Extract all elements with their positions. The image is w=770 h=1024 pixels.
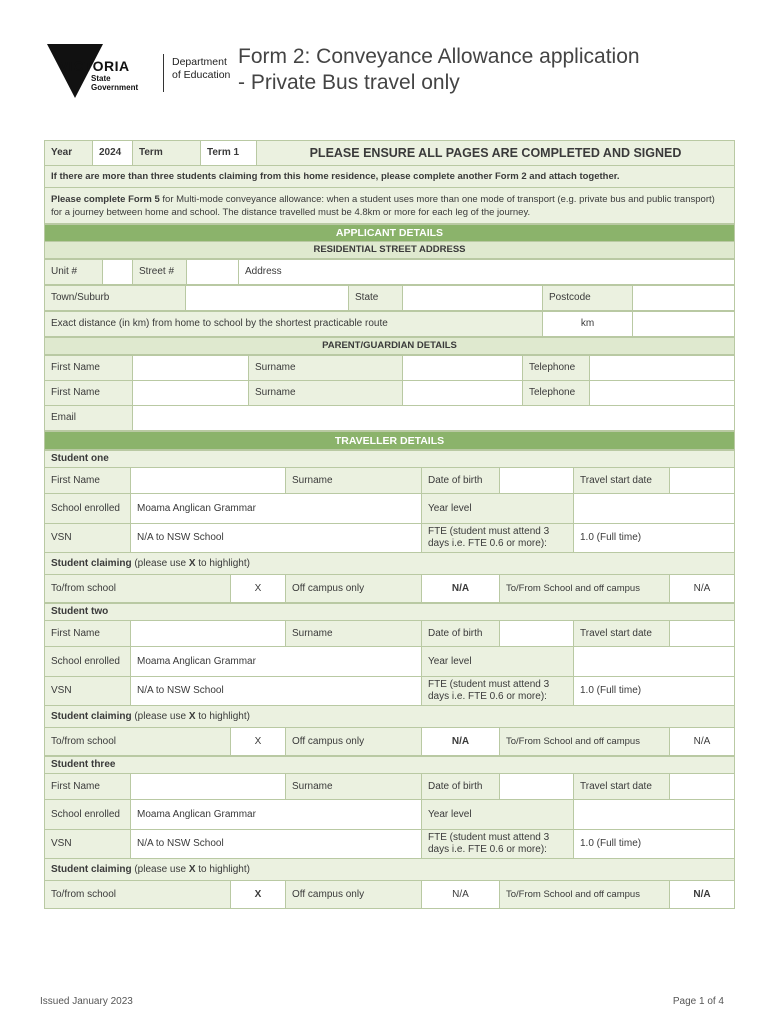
traveller-details-bar: TRAVELLER DETAILS — [45, 432, 735, 450]
student-dob-field[interactable] — [500, 774, 574, 800]
student-travel-start-label: Travel start date — [574, 774, 670, 800]
student-first-name-label: First Name — [45, 774, 131, 800]
student-surname-label: Surname — [286, 774, 422, 800]
parent2-first-name-field[interactable] — [133, 381, 249, 406]
student-surname-label: Surname — [286, 621, 422, 647]
applicant-details-table — [44, 224, 735, 259]
postcode-label: Postcode — [543, 286, 633, 311]
student-first-name-label: First Name — [45, 468, 131, 494]
parent1-surname-field[interactable] — [403, 356, 523, 381]
student-school-field[interactable]: Moama Anglican Grammar — [131, 647, 422, 677]
to-from-school-mark[interactable]: X — [231, 728, 286, 756]
student-fte-label: FTE (student must attend 3 days i.e. FTE 0.6 or more): — [422, 677, 574, 706]
student-vsn-field[interactable]: N/A to NSW School — [131, 677, 422, 706]
student-year-level-field[interactable] — [574, 494, 735, 524]
parent1-telephone-label: Telephone — [523, 356, 590, 381]
student-dob-label: Date of birth — [422, 774, 500, 800]
parent2-telephone-label: Telephone — [523, 381, 590, 406]
student-school-field[interactable]: Moama Anglican Grammar — [131, 494, 422, 524]
year-field[interactable]: 2024 — [93, 141, 133, 166]
address-table — [44, 259, 735, 285]
student-three-block — [44, 756, 735, 909]
student-fte-field[interactable]: 1.0 (Full time) — [574, 677, 735, 706]
logo-subtitle: State Government — [91, 74, 139, 92]
to-from-off-campus-label: To/From School and off campus — [500, 575, 670, 603]
street-number-label: Street # — [133, 260, 187, 285]
page-number: Page 1 of 4 — [672, 996, 724, 1007]
student-heading: Student three — [45, 757, 735, 774]
parent2-surname-label: Surname — [249, 381, 403, 406]
residential-address-header: RESIDENTIAL STREET ADDRESS — [45, 242, 735, 259]
town-label: Town/Suburb — [45, 286, 186, 311]
student-first-name-label: First Name — [45, 621, 131, 647]
off-campus-label: Off campus only — [286, 575, 422, 603]
please-complete-notice: PLEASE ENSURE ALL PAGES ARE COMPLETED AND SIGNED — [257, 141, 735, 166]
km-label: km — [543, 312, 633, 337]
town-field[interactable] — [186, 286, 349, 311]
off-campus-label: Off campus only — [286, 881, 422, 909]
student-school-field[interactable]: Moama Anglican Grammar — [131, 800, 422, 830]
applicant-details-bar: APPLICANT DETAILS — [45, 225, 735, 242]
student-vsn-field[interactable]: N/A to NSW School — [131, 524, 422, 553]
student-vsn-field[interactable]: N/A to NSW School — [131, 830, 422, 859]
off-campus-mark[interactable]: N/A — [422, 728, 500, 756]
year-label: Year — [45, 141, 93, 166]
parent2-first-name-label: First Name — [45, 381, 133, 406]
student-claiming-instruction: Student claiming (please use X to highlight) — [45, 706, 735, 728]
address-field[interactable]: Address — [239, 260, 735, 285]
logo-divider — [163, 54, 164, 92]
student-travel-start-field[interactable] — [670, 774, 735, 800]
to-from-off-campus-mark[interactable]: N/A — [670, 728, 735, 756]
year-term-table — [44, 140, 735, 224]
student-year-level-label: Year level — [422, 800, 574, 830]
to-from-school-mark[interactable]: X — [231, 881, 286, 909]
department-name: Department of Education — [172, 56, 231, 81]
term-label: Term — [133, 141, 201, 166]
parent-guardian-header: PARENT/GUARDIAN DETAILS — [45, 338, 735, 355]
student-two-block — [44, 603, 735, 756]
off-campus-mark[interactable]: N/A — [422, 575, 500, 603]
page-title: Form 2: Conveyance Allowance application - Private Bus travel only — [238, 45, 640, 94]
student-school-label: School enrolled — [45, 647, 131, 677]
student-heading: Student one — [45, 451, 735, 468]
off-campus-label: Off campus only — [286, 728, 422, 756]
term-field[interactable]: Term 1 — [201, 141, 257, 166]
student-travel-start-label: Travel start date — [574, 468, 670, 494]
student-fte-label: FTE (student must attend 3 days i.e. FTE 0.6 or more): — [422, 524, 574, 553]
student-year-level-label: Year level — [422, 647, 574, 677]
form5-note: Please complete Form 5 for Multi-mode conveyance allowance: when a student uses more than one mode of transport (e.g. private bus and public transport) for a journey between home and school. The distance travelled must be 4.8km or more for each leg of the journey. — [45, 188, 735, 224]
student-first-name-field[interactable] — [131, 468, 286, 494]
to-from-off-campus-label: To/From School and off campus — [500, 728, 670, 756]
distance-label: Exact distance (in km) from home to school by the shortest practicable route — [45, 312, 543, 337]
student-vsn-label: VSN — [45, 830, 131, 859]
student-first-name-field[interactable] — [131, 774, 286, 800]
student-travel-start-label: Travel start date — [574, 621, 670, 647]
to-from-school-label: To/from school — [45, 881, 231, 909]
student-vsn-label: VSN — [45, 524, 131, 553]
student-travel-start-field[interactable] — [670, 468, 735, 494]
students-container — [44, 450, 735, 909]
off-campus-mark[interactable]: N/A — [422, 881, 500, 909]
to-from-school-label: To/from school — [45, 575, 231, 603]
student-travel-start-field[interactable] — [670, 621, 735, 647]
to-from-school-mark[interactable]: X — [231, 575, 286, 603]
student-school-label: School enrolled — [45, 494, 131, 524]
postcode-field[interactable] — [633, 286, 735, 311]
traveller-header-table — [44, 431, 735, 450]
student-first-name-field[interactable] — [131, 621, 286, 647]
distance-field[interactable] — [633, 312, 735, 337]
street-number-field[interactable] — [187, 260, 239, 285]
student-dob-label: Date of birth — [422, 468, 500, 494]
state-label: State — [349, 286, 403, 311]
to-from-off-campus-label: To/From School and off campus — [500, 881, 670, 909]
student-vsn-label: VSN — [45, 677, 131, 706]
to-from-off-campus-mark[interactable]: N/A — [670, 881, 735, 909]
student-year-level-field[interactable] — [574, 800, 735, 830]
student-year-level-label: Year level — [422, 494, 574, 524]
logo-word: VICTORIA — [59, 58, 130, 74]
parent1-telephone-field[interactable] — [590, 356, 735, 381]
student-dob-label: Date of birth — [422, 621, 500, 647]
parent2-surname-field[interactable] — [403, 381, 523, 406]
three-students-note: If there are more than three students claiming from this home residence, please complete another Form 2 and attach together. — [45, 166, 735, 188]
email-field[interactable] — [133, 406, 735, 431]
unit-field[interactable] — [103, 260, 133, 285]
issued-date: Issued January 2023 — [40, 996, 133, 1007]
email-label: Email — [45, 406, 133, 431]
parent-header-table — [44, 337, 735, 355]
to-from-school-label: To/from school — [45, 728, 231, 756]
distance-table — [44, 311, 735, 337]
parent-table — [44, 355, 735, 431]
application-form — [44, 140, 735, 909]
student-claiming-instruction: Student claiming (please use X to highlight) — [45, 859, 735, 881]
student-dob-field[interactable] — [500, 621, 574, 647]
parent1-surname-label: Surname — [249, 356, 403, 381]
student-fte-label: FTE (student must attend 3 days i.e. FTE 0.6 or more): — [422, 830, 574, 859]
student-claiming-instruction: Student claiming (please use X to highlight) — [45, 553, 735, 575]
parent2-telephone-field[interactable] — [590, 381, 735, 406]
student-school-label: School enrolled — [45, 800, 131, 830]
student-surname-label: Surname — [286, 468, 422, 494]
page-header — [0, 0, 770, 120]
state-field[interactable] — [403, 286, 543, 311]
student-dob-field[interactable] — [500, 468, 574, 494]
parent1-first-name-label: First Name — [45, 356, 133, 381]
student-one-block — [44, 450, 735, 603]
student-fte-field[interactable]: 1.0 (Full time) — [574, 524, 735, 553]
student-year-level-field[interactable] — [574, 647, 735, 677]
parent1-first-name-field[interactable] — [133, 356, 249, 381]
town-table — [44, 285, 735, 311]
student-heading: Student two — [45, 604, 735, 621]
to-from-off-campus-mark[interactable]: N/A — [670, 575, 735, 603]
student-fte-field[interactable]: 1.0 (Full time) — [574, 830, 735, 859]
unit-label: Unit # — [45, 260, 103, 285]
